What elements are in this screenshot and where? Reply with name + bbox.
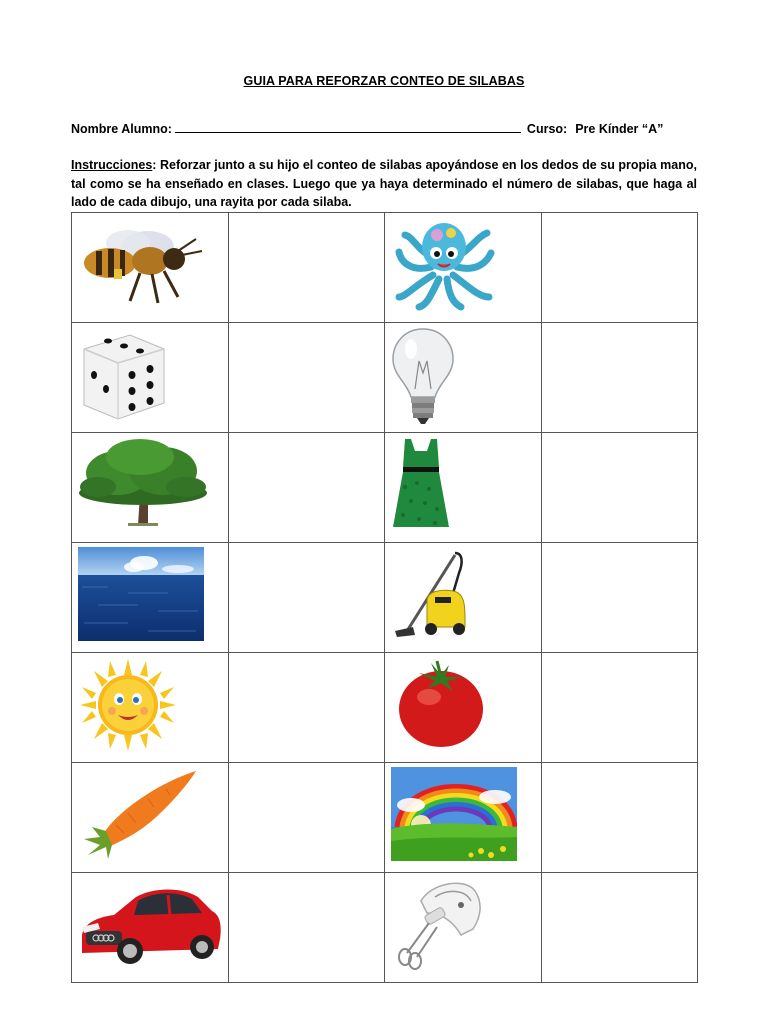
answer-cell[interactable]: [542, 433, 698, 543]
answer-cell[interactable]: [229, 873, 385, 983]
picture-cell-tree: [72, 433, 229, 543]
tree-image: [78, 437, 208, 532]
answer-cell[interactable]: [542, 763, 698, 873]
vacuum-cleaner-image: [391, 547, 471, 641]
page-title: GUIA PARA REFORZAR CONTEO DE SILABAS: [243, 74, 525, 88]
picture-cell-vacuum-cleaner: [385, 543, 542, 653]
answer-cell[interactable]: [542, 323, 698, 433]
answer-cell[interactable]: [542, 213, 698, 323]
table-row: [72, 653, 698, 763]
hand-mixer-image: [391, 877, 487, 971]
student-name-blank[interactable]: [175, 121, 521, 133]
dice-image: [78, 327, 173, 422]
instructions-text: : Reforzar junto a su hijo el conteo de silabas apoyándose en los dedos de su propia mano, tal como se ha enseñado en clases. Luego que ya haya determinado el número de silabas, que haga al lado de cada dibujo, una rayita por cada silaba.: [71, 158, 697, 209]
car-image: [78, 877, 224, 969]
answer-cell[interactable]: [542, 873, 698, 983]
table-row: [72, 433, 698, 543]
instructions-label: Instrucciones: [71, 158, 153, 172]
octopus-image: [391, 217, 501, 312]
table-row: [72, 543, 698, 653]
picture-cell-dress: [385, 433, 542, 543]
picture-cell-tomato: [385, 653, 542, 763]
course-label: Curso:: [526, 122, 568, 136]
dress-image: [391, 437, 451, 532]
table-row: [72, 213, 698, 323]
picture-cell-light-bulb: [385, 323, 542, 433]
student-name-label: Nombre Alumno:: [71, 122, 172, 136]
picture-cell-hand-mixer: [385, 873, 542, 983]
answer-cell[interactable]: [542, 543, 698, 653]
picture-cell-rainbow: [385, 763, 542, 873]
rainbow-image: [391, 767, 517, 861]
student-info-line: [71, 121, 701, 136]
answer-cell[interactable]: [229, 763, 385, 873]
light-bulb-image: [391, 327, 471, 425]
picture-cell-bee: [72, 213, 229, 323]
table-row: [72, 323, 698, 433]
picture-cell-octopus: [385, 213, 542, 323]
table-row: [72, 763, 698, 873]
picture-cell-sea: [72, 543, 229, 653]
picture-cell-dice: [72, 323, 229, 433]
picture-cell-car: [72, 873, 229, 983]
syllable-grid: [71, 212, 698, 983]
picture-cell-carrot: [72, 763, 229, 873]
answer-cell[interactable]: [229, 323, 385, 433]
answer-cell[interactable]: [229, 543, 385, 653]
answer-cell[interactable]: [542, 653, 698, 763]
answer-cell[interactable]: [229, 433, 385, 543]
instructions-paragraph: [71, 156, 697, 212]
sun-image: [78, 657, 178, 753]
course-value: Pre Kínder “A”: [575, 122, 664, 136]
sea-image: [78, 547, 204, 641]
bee-image: [78, 217, 208, 312]
answer-cell[interactable]: [229, 213, 385, 323]
tomato-image: [391, 657, 487, 751]
picture-cell-sun: [72, 653, 229, 763]
carrot-image: [78, 767, 204, 863]
table-row: [72, 873, 698, 983]
answer-cell[interactable]: [229, 653, 385, 763]
